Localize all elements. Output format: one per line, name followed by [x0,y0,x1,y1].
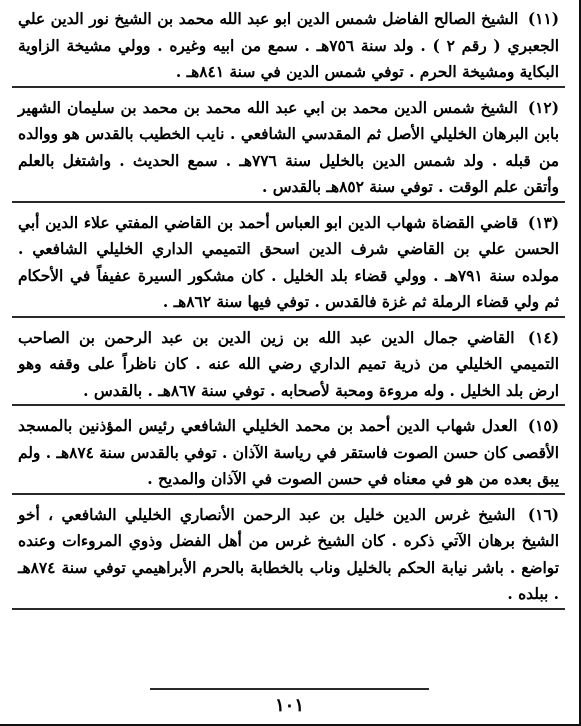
entry-text [18,502,559,608]
entry-number: (١١) [527,10,559,28]
entry-body: الشيخ الصالح الفاضل شمس الدين ابو عبد الله محمد بن الشيخ نور الدين علي الجعبري ( رقم ٢ ) . ولد سنة ٧٥٦هـ . سمع من ابيه وغيره . وولي مشيخة الزاوية البكاية ومشيخة الحرم . توفي شمس الدين في سنة ٨٤١هـ . [18,10,559,81]
entry-text [18,413,559,493]
entry-number: (١٢) [527,98,559,117]
entry-body: قاضي القضاة شهاب الدين ابو العباس أحمد بن القاضي المفتي علاء الدين أبي الحسن علي بن القاضي شرف الدين اسحق التميمي الداري الخليلي الشافعي . مولده سنة ٧٩١هـ . وولي قضاء بلد الخليل . كان مشكور السيرة عفيفاً في الأحكام ثم ولي قضاء الرملة ثم غزة فالقدس . توفي فيها سنة ٨٦٢هـ . [18,213,559,311]
entry-body: القاضي جمال الدين عبد الله بن زين الدين بن عبد الرحمن بن الصاحب التميمي الخليلي من ذرية تميم الداري رضي الله عنه . كان ناظراً على وقفه وهو ارض بلد الخليل . وله مروءة ومحبة لأصحابه . توفي سنة ٨٦٧هـ . بالقدس . [18,328,559,400]
entry-text [18,95,559,201]
biography-entry [12,95,565,203]
biography-entry [12,325,565,407]
biography-entry [12,502,565,610]
entry-number: (١٦) [527,505,560,524]
entry-text [18,210,559,316]
entry-body: الشيخ شمس الدين محمد بن ابي عبد الله محمد بن محمد بن سليمان الشهير بابن البرهان الخليلي الأصل ثم المقدسي الشافعي . نايب الخطيب بالقدس هو ووالده من قبله . ولد شمس الدين بالخليل سنة ٧٧٦هـ . سمع الحديث . واشتغل بالعلم وأتقن علم الوقت . توفي سنة ٨٥٢هـ بالقدس . [18,98,559,196]
entry-number: (١٥) [527,417,559,435]
entry-text [18,325,559,405]
page-number: ١٠١ [274,695,304,716]
biography-entries [12,6,565,617]
footer-divider [150,688,429,690]
entry-body: العدل شهاب الدين أحمد بن محمد الخليلي الشافعي رئيس المؤذنين بالمسجد الأقصى كان حسن الصوت فاستقر في رياسة الآذان . توفي بالقدس سنة ٨٧٤هـ . ولم يبق بعده من هو في معناه في حسن الصوت في الآذان والمديح . [18,417,559,488]
entry-number: (١٣) [527,213,560,232]
entry-number: (١٤) [527,328,559,347]
biography-entry [12,413,565,495]
biography-entry [12,210,565,318]
entry-text [18,6,559,86]
biography-entry [12,6,565,88]
entry-body: الشيخ غرس الدين خليل بن عبد الرحمن الأنصاري الخليلي الشافعي ، أخو الشيخ برهان الآتي ذكره . كان الشيخ غرس من أهل الفضل وذوي المروءات وعنده تواضع . باشر نيابة الحكم بالخليل وناب بالخطابة بالحرم الأبراهيمي توفي سنة ٨٧٤هـ . ببلده . [18,505,559,603]
